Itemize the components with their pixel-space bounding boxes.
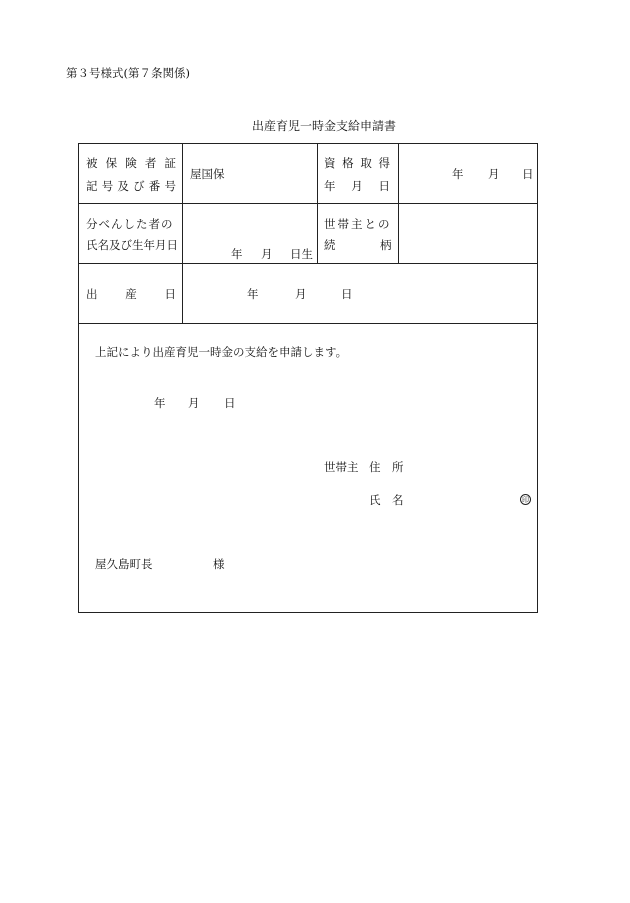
col-divider-right [398,143,399,263]
col-divider-label [182,143,183,323]
seal-mark-icon: 印 [522,496,529,504]
name-label: 氏 名 [369,493,404,507]
application-date-year[interactable]: 年 [154,396,166,410]
insurance-card-label-line1: 被 保 険 者 証 [86,156,176,170]
relation-label-line2a: 続 [324,238,336,252]
row-divider-3 [78,323,538,324]
delivery-date-day[interactable]: 日 [341,287,353,301]
form-title: 出産育児一時金支給申請書 [252,119,397,133]
relation-label-line2b: 柄 [380,238,392,252]
birth-day-label: 出 産 日 [86,287,176,301]
address-label: 住 所 [369,460,404,474]
qualification-date-day[interactable]: 日 [522,167,534,181]
householder-label: 世帯主 [324,460,359,474]
mother-name-label-line1: 分べんした者の [86,217,174,231]
qualification-label-line2: 年 月 日 [324,179,390,193]
insurance-card-label-line2: 記 号 及 び 番 号 [86,179,176,193]
form-number: 第３号様式(第７条関係) [66,66,190,80]
relation-label-line1: 世帯主との [324,217,392,231]
delivery-date-year[interactable]: 年 [247,287,259,301]
qualification-date-month[interactable]: 月 [488,167,500,181]
delivery-date-month[interactable]: 月 [295,287,307,301]
row-divider-1 [78,203,538,204]
honorific: 様 [213,557,225,571]
application-statement: 上記により出産育児一時金の支給を申請します。 [95,345,348,359]
birth-date-year[interactable]: 年 [231,247,243,261]
birth-date-day[interactable]: 日生 [290,247,313,261]
application-date-month[interactable]: 月 [188,396,200,410]
row-divider-2 [78,263,538,264]
application-form-table [78,143,538,613]
mother-name-label-line2: 氏名及び生年月日 [86,238,178,252]
qualification-label-line1: 資 格 取 得 [324,156,390,170]
application-date-day[interactable]: 日 [224,396,236,410]
qualification-date-year[interactable]: 年 [452,167,464,181]
insurer-value[interactable]: 屋国保 [190,167,225,181]
addressee: 屋久島町長 [95,557,153,571]
col-divider-middle [317,143,318,263]
birth-date-month[interactable]: 月 [261,247,273,261]
